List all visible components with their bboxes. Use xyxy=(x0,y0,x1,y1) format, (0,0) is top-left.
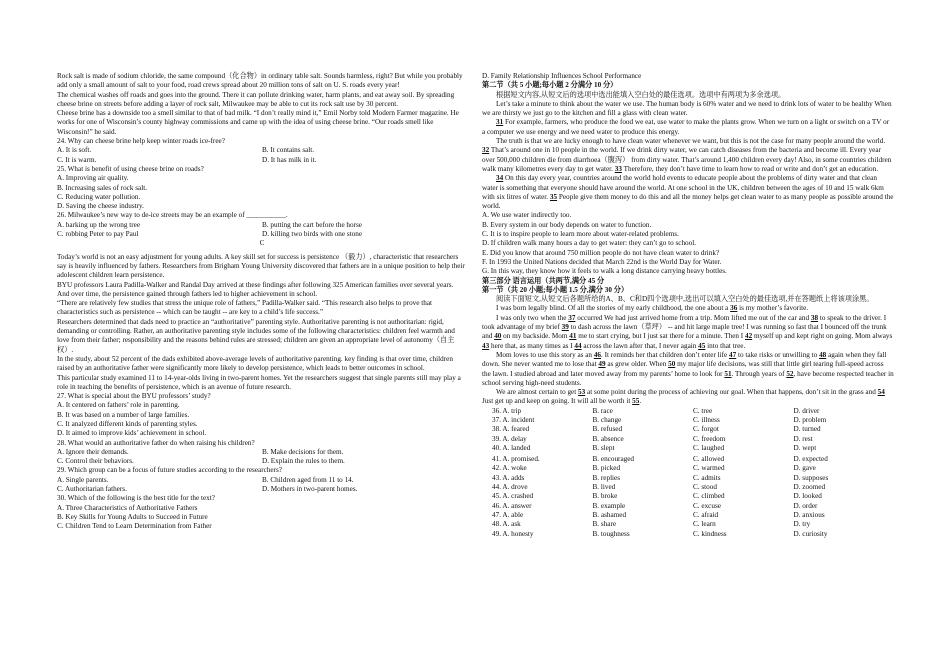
q28-options-row1 xyxy=(57,448,467,457)
option-49-d: D. curiosity xyxy=(793,529,828,538)
blank-32: 32 xyxy=(482,146,490,155)
q27-option-b: B. It was based on a number of large families. xyxy=(57,410,190,419)
option-c: C. It is to inspire people to learn more about water-related problems. xyxy=(482,230,679,239)
q24-options-row2 xyxy=(57,156,467,165)
right-column xyxy=(482,72,894,539)
q25-option-d: D. Saving the cheese industry. xyxy=(57,202,144,211)
q29-options-row2 xyxy=(57,485,467,494)
cloze-option-row xyxy=(492,483,894,492)
option-37-c: C. illness xyxy=(693,415,720,424)
q29-option-c: C. Authoritarian fathers. xyxy=(57,485,127,494)
passage-rock-salt-p3: Cheese brine has a downside too a smell similar to that of bad milk. “I don’t really mind it,” Emil Norby told Modern Farmer magazine. He works for one of Wisconsin’s county highway commissions and came up with the idea of using cheese brine. “Our roads smell like Wisconsin!” he said. xyxy=(57,109,459,136)
cloze-p2 xyxy=(482,314,894,351)
option-f: F. In 1993 the United Nations decided that March 22nd is the World Day for Water. xyxy=(482,257,722,266)
option-46-c: C. excuse xyxy=(693,501,721,510)
question-25: 25. What is benefit of using cheese brine on roads? xyxy=(57,164,204,173)
water-p3-text-c: Therefore, they don’t have time to learn how to read or write and don’t get an education. xyxy=(621,164,878,173)
cloze-option-row xyxy=(492,511,894,520)
cloze-p3 xyxy=(482,351,894,388)
blank-47: 47 xyxy=(729,350,737,359)
option-48-d: D. try xyxy=(793,520,811,529)
option-47-c: C. afraid xyxy=(693,510,719,519)
q30-option-a: A. Three Characteristics of Authoritative Fathers xyxy=(57,503,198,512)
cloze-option-row xyxy=(492,444,894,453)
q26-option-d: D. killing two birds with one stone xyxy=(262,230,363,239)
option-45-a: 45. A. crashed xyxy=(492,492,534,501)
passage-persistence-p4: Researchers determined that dads need to practice an “authoritative” parenting style. Authoritative parenting is not authoritarian: rigid, demanding or controlling. Rather, an authoritative parenting style includes some of the following characteristics: children feel warmth and love from their father; responsibility and the reasons behind rules are stressed; children are given an appropriate level of autonomy（自主权）. xyxy=(57,317,455,354)
section-1-title: 第一节（共 20 小题;每小题 1.5 分,满分 30 分） xyxy=(482,285,629,294)
cloze-p3-text-c: to take risks or unwilling to xyxy=(736,350,820,359)
option-49-b: B. toughness xyxy=(592,529,630,538)
option-36-d: D. driver xyxy=(793,406,820,415)
cloze-p2-text-b: occurred We had just arrived home from a trip. Mom lifted me out of the car and xyxy=(575,313,811,322)
cloze-p4-text-c: Just get up and keep on going. It will all be worth it xyxy=(482,397,633,406)
cloze-p3-text-h: , have become respected teacher in school serving high-need students. xyxy=(482,369,894,387)
passage-persistence-p5: In the study, about 52 percent of the dads exhibited above-average levels of authoritative parenting. key finding is that over time, children raised by an authoritative father were significantly more likely to develop persistence, which leads to better outcomes in school. xyxy=(57,354,453,373)
q27-option-d: D. It aimed to improve kids’ achievement in school. xyxy=(57,429,207,438)
q27-option-a: A. It centered on fathers’ role in parenting. xyxy=(57,401,180,410)
option-a: A. We use water indirectly too. xyxy=(482,211,572,220)
option-41-d: D. expected xyxy=(793,455,828,464)
blank-37: 37 xyxy=(568,313,576,322)
q29-option-b: B. Children aged from 11 to 14. xyxy=(262,475,354,484)
option-41-b: B. encouraged xyxy=(592,455,635,464)
option-44-a: 44. A. drove xyxy=(492,483,528,492)
blank-46: 46 xyxy=(593,350,602,359)
option-39-c: C. freedom xyxy=(693,434,726,443)
cloze-p3-text-f: my major life decisions, was still that little girl tearing full-speed across the lawn. I studied abroad and later moved away from my parents’ home to look for xyxy=(482,360,884,378)
option-38-d: D. turned xyxy=(793,425,821,434)
q28-options-row2 xyxy=(57,457,467,466)
cloze-option-row xyxy=(492,416,894,425)
cloze-p4-text-d: . xyxy=(639,397,642,406)
option-46-b: B. example xyxy=(592,501,626,510)
section-1-instruction: 阅读下面短文,从短文后各题所给的A、B、C和D四个选项中,选出可以填入空白处的最佳选项,并在答题纸上将该项涂黑。 xyxy=(496,295,874,304)
cloze-option-row xyxy=(492,502,894,511)
section-2-title: 第二节（共 5 小题;每小题 2 分满分 10 分） xyxy=(482,81,618,90)
cloze-p3-text-a: Mom loves to use this story as an xyxy=(496,350,594,359)
option-46-d: D. order xyxy=(793,501,818,510)
cloze-option-row xyxy=(492,435,894,444)
option-41-a: 41. A. promised. xyxy=(492,455,540,464)
option-36-b: B. race xyxy=(592,406,613,415)
option-39-b: B. absence xyxy=(592,434,624,443)
option-42-b: B. picked xyxy=(592,464,621,473)
option-44-b: B. lived xyxy=(592,483,616,492)
option-38-b: B. refused xyxy=(592,425,623,434)
q26-option-b: B. putting the cart before the horse xyxy=(262,220,362,229)
option-40-d: D. wept xyxy=(793,443,817,452)
q28-option-c: C. Control their behaviors. xyxy=(57,457,134,466)
q28-option-b: B. Make decisions for them. xyxy=(262,447,344,456)
q24-option-a: A. It is soft. xyxy=(57,146,92,155)
option-44-d: D. zoomed xyxy=(793,483,826,492)
q24-option-c: C. It is warm. xyxy=(57,155,97,164)
water-p4-text-b: People give them money to do this and all the money helps get clean water to as many people as possible around the world. xyxy=(482,192,894,211)
option-d: D. If children walk many hours a day to get water: they can’t go to school. xyxy=(482,239,697,248)
answer-mark: C xyxy=(259,239,265,248)
question-27: 27. What is special about the BYU professors’ study? xyxy=(57,392,211,401)
question-26: 26. Milwaukee’s new way to de-ice streets may be an example of ___________. xyxy=(57,211,288,220)
water-p4-text-a: On this day every year, countries around the world hold events to educate people about the problems of dirty water and that clean water is something that everyone should have around the world. At one school in the UK, children between the ages of 10 and 15 walk 6km with six litres of water. xyxy=(482,174,884,201)
option-36-a: 36. A. trip xyxy=(492,406,522,415)
cloze-p1-text-a: I was born legally blind. Of all the stories of my early childhood, the one about a xyxy=(496,304,731,313)
section-2-instruction: 根据短文内容,从短文后的选项中选出能填入空白处的最佳选项。选项中有两项为多余选项。 xyxy=(496,90,786,99)
option-49-a: 49. A. honesty xyxy=(492,529,534,538)
blank-33: 33 xyxy=(614,164,622,173)
q24-option-d: D. It has milk in it. xyxy=(262,155,317,164)
water-p3-text-b: That’s around one in 10 people in the world. If we drink dirty water, we can catch diseases from the bacteria and become ill. Every year over 500,000 children die from diarrhoea（腹泻） from dirty water. That’s around 1,400 children every day! Also, in some countries children walk many kilometres every day to get water. xyxy=(482,146,892,173)
cloze-option-row xyxy=(492,492,894,501)
blank-49: 49 xyxy=(598,360,606,369)
question-29: 29. Which group can be a focus of future studies according to the researchers? xyxy=(57,466,282,475)
option-47-d: D. anxious xyxy=(793,510,825,519)
blank-51: 51 xyxy=(724,369,732,378)
q26-options-row2 xyxy=(57,230,467,239)
cloze-p1 xyxy=(482,304,894,313)
cloze-p2-text-a: I was only two when the xyxy=(496,313,569,322)
option-37-a: 37. A. incident xyxy=(492,415,535,424)
option-39-a: 39. A. delay xyxy=(492,434,527,443)
blank-43: 43 xyxy=(482,341,490,350)
option-b: B. Every system in our body depends on water to function. xyxy=(482,220,652,229)
cloze-p4-text-a: We are almost certain to get xyxy=(496,388,579,397)
cloze-p1-text-b: is my mother’s favorite. xyxy=(737,304,809,313)
blank-36: 36 xyxy=(730,304,738,313)
option-47-b: B. ashamed xyxy=(592,510,627,519)
cloze-p2-text-g: myself up and kept right on going. Mom always xyxy=(752,332,893,341)
option-43-b: B. replies xyxy=(592,473,621,482)
cloze-option-row xyxy=(492,464,894,473)
option-40-c: C. laughed xyxy=(693,443,725,452)
option-39-d: D. rest xyxy=(793,434,813,443)
cloze-p2-text-h: here that, as many times as I xyxy=(489,341,575,350)
option-48-c: C. learn xyxy=(693,520,716,529)
left-column xyxy=(57,72,467,532)
q30-option-b: B. Key Skills for Young Adults to Succeed in Future xyxy=(57,512,208,521)
option-38-a: 38. A. feared xyxy=(492,425,530,434)
option-e: E. Did you know that around 750 million people do not have clean water to drink? xyxy=(482,248,720,257)
cloze-p2-text-i: across the lawn after that, I never again xyxy=(581,341,699,350)
option-49-c: C. kindness xyxy=(693,529,727,538)
q27-option-c: C. It analyzed different kinds of parenting styles. xyxy=(57,419,198,428)
q24-option-b: B. It contains salt. xyxy=(262,146,315,155)
passage-persistence-p3: “There are relatively few studies that stress the unique role of fathers,” Padilla-Walker said. “This research also helps to prove that characteristics such as persistence -- which can be taught -- are key to a child’s life success.” xyxy=(57,299,433,317)
question-30: 30. Which of the following is the best title for the text? xyxy=(57,494,215,503)
water-p2 xyxy=(482,118,894,137)
cloze-p3-text-b: . It reminds her that children don’t enter life xyxy=(601,350,730,359)
option-42-c: C. warmed xyxy=(693,464,725,473)
option-36-c: C. tree xyxy=(693,406,713,415)
option-42-a: 42. A. woke xyxy=(492,464,527,473)
blank-39: 39 xyxy=(561,323,569,332)
q29-options-row1 xyxy=(57,476,467,485)
cloze-options-list xyxy=(492,407,894,539)
blank-54: 54 xyxy=(877,388,885,397)
question-24: 24. Why can cheese brine help keep winter roads ice-free? xyxy=(57,137,225,146)
q25-option-c: C. Reducing water pollution. xyxy=(57,192,141,201)
cloze-p2-text-d: to dash across the lawn（草坪） -- and hit large maple tree! I was running so fast that I bounced off the trunk and xyxy=(482,323,887,341)
cloze-p4-text-b: at some point during the process of achieving our goal. When that happens, don’t sit in the grass and xyxy=(585,388,878,397)
cloze-p2-text-c: to speak to the driver. I took advantage of my brief xyxy=(482,313,887,332)
q26-options-row1 xyxy=(57,221,467,230)
water-p2-text: For example, farmers, who produce the food we eat, use water to make the plants grow. When we turn on a light or switch on a TV or a computer we use energy and we need water to produce this energy. xyxy=(482,118,890,136)
blank-45: 45 xyxy=(698,341,706,350)
cloze-option-row xyxy=(492,520,894,529)
cloze-p3-text-e: as grew older. When xyxy=(605,360,669,369)
cloze-p2-text-e: on my backside. Mom xyxy=(501,332,570,341)
q30-option-d: D. Family Relationship Influences School Performance xyxy=(482,72,642,80)
option-48-b: B. share xyxy=(592,520,617,529)
cloze-p2-text-f: me to start crying, but I just sat there for a minute. Then I xyxy=(576,332,745,341)
q29-option-d: D. Mothers in two-parent homes. xyxy=(262,485,358,494)
option-48-a: 48. A. ask xyxy=(492,520,521,529)
option-40-b: B. slept xyxy=(592,443,615,452)
option-37-b: B. change xyxy=(592,415,622,424)
blank-41: 41 xyxy=(569,332,577,341)
blank-38: 38 xyxy=(810,313,819,322)
water-p4 xyxy=(482,174,894,211)
option-47-a: 47. A. able xyxy=(492,510,524,519)
part-3-title: 第三部分 语言运用（共两节,满分 45 分 xyxy=(482,276,605,285)
q28-option-d: D. Explain the rules to them. xyxy=(262,457,345,466)
cloze-option-row xyxy=(492,425,894,434)
blank-40: 40 xyxy=(494,332,502,341)
cloze-option-row xyxy=(492,455,894,464)
option-45-b: B. broke xyxy=(592,492,618,501)
q26-option-c: C. robbing Peter to pay Paul xyxy=(57,230,139,239)
option-40-a: 40. A. landed xyxy=(492,443,531,452)
option-37-d: D. problem xyxy=(793,415,827,424)
passage-persistence-p1: Today’s world is not an easy adjustment for young adults. A key skill set for success is persistence （毅力）, characteristic that researchers say is heavily influenced by fathers. Researchers from Brigham Young University discovered that fathers are in a unique position to help their adolescent children learn persistence. xyxy=(57,252,465,280)
cloze-p3-text-g: . Through years of xyxy=(731,369,787,378)
option-45-d: D. looked xyxy=(793,492,822,501)
q30-option-c: C. Children Tend to Learn Determination from Father xyxy=(57,522,212,531)
water-p1: Let’s take a minute to think about the water we use. The human body is 60% water and we need to drink lots of water to be healthy When we are thirsty we just go to the kitchen and fill a glass with clean water. xyxy=(482,99,892,118)
question-28: 28. What would an authoritative father do when raising his children? xyxy=(57,438,255,447)
option-42-d: D. gave xyxy=(793,464,816,473)
option-43-a: 43. A. adds xyxy=(492,473,525,482)
blank-52: 52 xyxy=(786,369,794,378)
q24-options-row1 xyxy=(57,146,467,155)
option-41-c: C. allowed xyxy=(693,455,725,464)
option-45-c: C. climbed xyxy=(693,492,725,501)
passage-persistence-p6: This particular study examined 11 to 14-year-olds living in two-parent homes. Yet the researchers suggest that single parents still may play a role in teaching the benefits of persistence, which is an avenue of future research. xyxy=(57,373,461,391)
passage-persistence-p2: BYU professors Laura Padilla-Walker and Randal Day arrived at these findings after following 325 American families over several years. And over time, the persistence gained through fathers led to higher achievement in school. xyxy=(57,280,454,298)
blank-35: 35 xyxy=(549,192,558,201)
cloze-p2-text-j: into that tree. xyxy=(705,341,746,350)
option-46-a: 46. A. answer xyxy=(492,501,532,510)
blank-50: 50 xyxy=(668,360,676,369)
passage-rock-salt-p1: Rock salt is made of sodium chloride, the same compound（化合物）in ordinary table salt. Sounds harmless, right? But while you probably add only a small amount of salt to your food, road crews spread about 20 million tons of salt on U. S. roads every year! xyxy=(57,72,463,90)
option-43-c: C. admits xyxy=(693,473,721,482)
blank-42: 42 xyxy=(744,332,753,341)
cloze-p3-text-d: again when they fall down. She never wanted me to lose that xyxy=(482,350,887,369)
q25-option-a: A. Improving air quality. xyxy=(57,174,129,183)
blank-53: 53 xyxy=(578,388,586,397)
q29-option-a: A. Single parents. xyxy=(57,475,109,484)
cloze-option-row xyxy=(492,474,894,483)
option-38-c: C. forgot xyxy=(693,425,719,434)
cloze-option-row xyxy=(492,530,894,539)
option-44-c: C. stood xyxy=(693,483,717,492)
q28-option-a: A. Ignore their demands. xyxy=(57,447,129,456)
cloze-p4 xyxy=(482,388,894,407)
q26-option-a: A. barking up the wrong tree xyxy=(57,220,141,229)
blank-34: 34 xyxy=(496,174,504,183)
water-p3-text-a: The truth is that we are lucky enough to have clean water whenever we want, but this is not the case for many people around the world. xyxy=(496,137,886,146)
option-g: G. In this way, they know how it feels to walk a long distance carrying heavy bottles. xyxy=(482,267,727,276)
cloze-option-row xyxy=(492,407,894,416)
blank-31: 31 xyxy=(496,118,504,127)
blank-44: 44 xyxy=(574,341,582,350)
passage-rock-salt-p2: The chemical washes off roads and goes into the ground. There it can pollute drinking water, harm plants, and eat away soil. By spreading cheese brine on streets before adding a layer of rock salt, Milwaukee may be able to cut its rock salt use by 30 percent. xyxy=(57,90,455,108)
option-43-d: D. supposes xyxy=(793,473,829,482)
blank-55: 55 xyxy=(632,397,640,406)
water-p3 xyxy=(482,137,894,174)
q25-option-b: B. Increasing sales of rock salt. xyxy=(57,183,148,192)
blank-48: 48 xyxy=(819,350,827,359)
